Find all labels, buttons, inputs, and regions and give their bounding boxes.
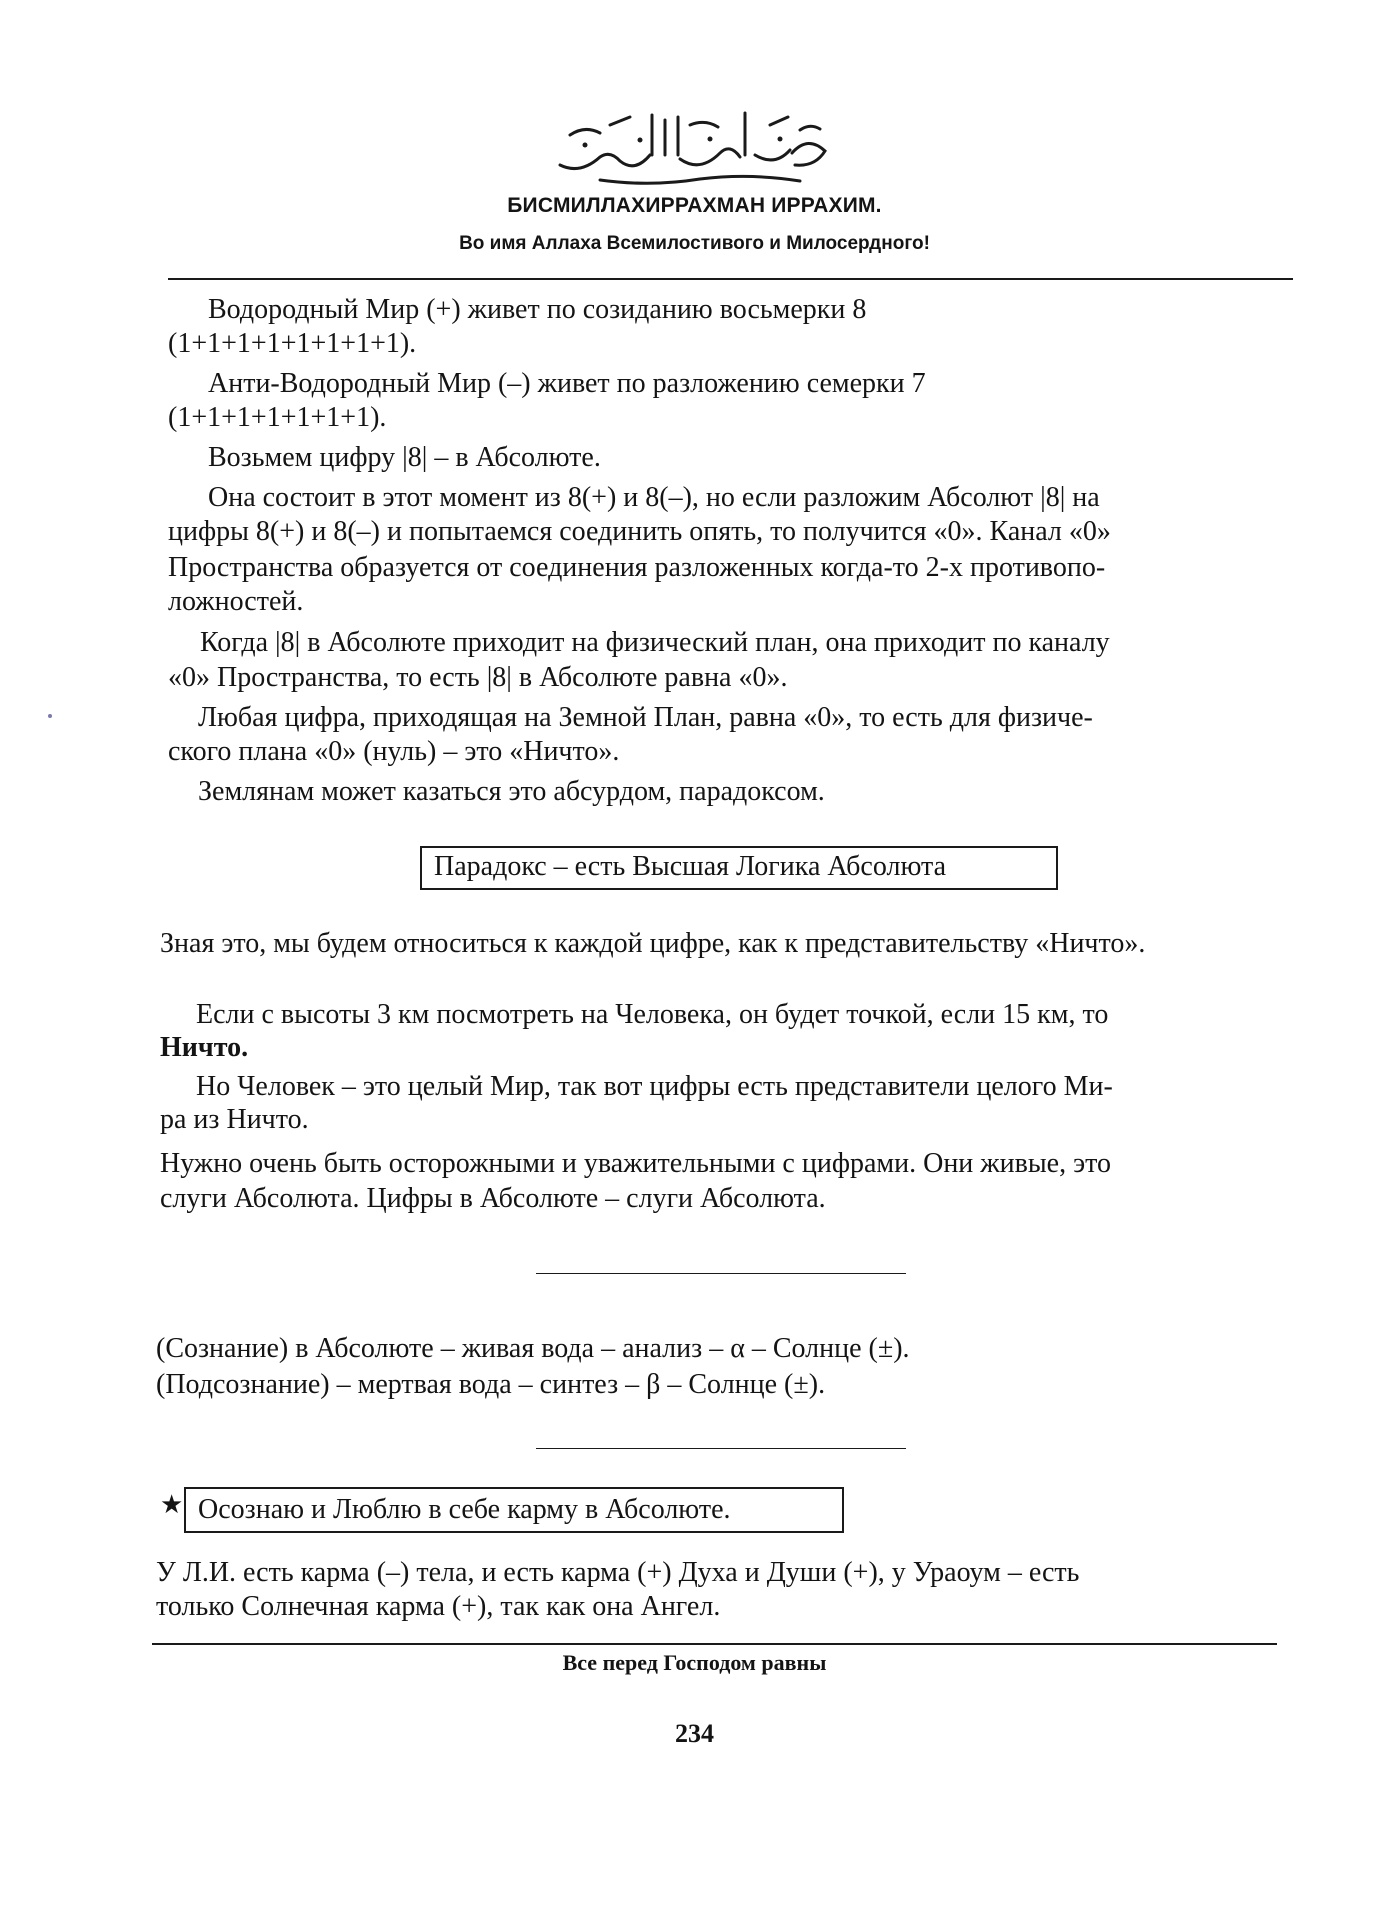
header-rule	[168, 278, 1293, 280]
body-line: Она состоит в этот момент из 8(+) и 8(–), но если разложим Абсолют |8| на	[208, 482, 1100, 513]
basmala-calligraphy	[540, 95, 840, 190]
body-line: Водородный Мир (+) живет по созиданию восьмерки 8	[208, 294, 867, 325]
body-line: Землянам может казаться это абсурдом, парадоксом.	[198, 776, 825, 807]
body-line: ра из Ничто.	[160, 1104, 309, 1135]
body-line: Нужно очень быть осторожными и уважительными с цифрами. Они живые, это	[160, 1148, 1111, 1179]
header-subtitle: Во имя Аллаха Всемилостивого и Милосердного!	[459, 233, 930, 254]
body-line: только Солнечная карма (+), так как она Ангел.	[156, 1591, 721, 1622]
body-line: Зная это, мы будем относиться к каждой цифре, как к представительству «Ничто».	[160, 928, 1146, 959]
section-divider	[536, 1448, 906, 1449]
body-line: «0» Пространства, то есть |8| в Абсолюте равна «0».	[168, 662, 788, 693]
boxed-heading: Парадокс – есть Высшая Логика Абсолюта	[420, 846, 1058, 890]
header-title: БИСМИЛЛАХИРРАХМАН ИРРАХИМ.	[507, 194, 882, 217]
body-line: (1+1+1+1+1+1+1).	[168, 402, 387, 433]
body-line-bold: Ничто.	[160, 1032, 249, 1063]
body-line: ложностей.	[168, 586, 304, 617]
body-line: Но Человек – это целый Мир, так вот цифры есть представители целого Ми-	[196, 1071, 1113, 1102]
body-line: Любая цифра, приходящая на Земной План, равна «0», то есть для физиче-	[198, 702, 1093, 733]
body-line: цифры 8(+) и 8(–) и попытаемся соединить опять, то получится «0». Канал «0»	[168, 516, 1111, 547]
body-line: (1+1+1+1+1+1+1+1).	[168, 328, 417, 359]
footer-rule	[152, 1643, 1277, 1645]
body-line: Возьмем цифру |8| – в Абсолюте.	[208, 442, 601, 473]
formula-line: (Подсознание) – мертвая вода – синтез – β – Солнце (±).	[156, 1369, 826, 1400]
body-line: Пространства образуется от соединения разложенных когда-то 2-х противопо-	[168, 552, 1106, 583]
body-line: слуги Абсолюта. Цифры в Абсолюте – слуги Абсолюта.	[160, 1183, 826, 1214]
boxed-affirmation: Осознаю и Люблю в себе карму в Абсолюте.	[184, 1487, 844, 1533]
body-line: Анти-Водородный Мир (–) живет по разложению семерки 7	[208, 368, 926, 399]
page-number: 234	[675, 1719, 714, 1748]
star-icon: ★	[160, 1490, 184, 1519]
body-line: ского плана «0» (нуль) – это «Ничто».	[168, 736, 620, 767]
section-divider	[536, 1273, 906, 1274]
formula-line: (Сознание) в Абсолюте – живая вода – анализ – α – Солнце (±).	[156, 1333, 910, 1364]
footer-motto: Все перед Господом равны	[562, 1650, 827, 1675]
body-line: Если с высоты 3 км посмотреть на Человека, он будет точкой, если 15 км, то	[196, 999, 1109, 1030]
body-line: Когда |8| в Абсолюте приходит на физический план, она приходит по каналу	[200, 627, 1110, 658]
body-line: У Л.И. есть карма (–) тела, и есть карма (+) Духа и Души (+), у Ураоум – есть	[156, 1557, 1080, 1588]
scan-speck	[48, 714, 52, 718]
